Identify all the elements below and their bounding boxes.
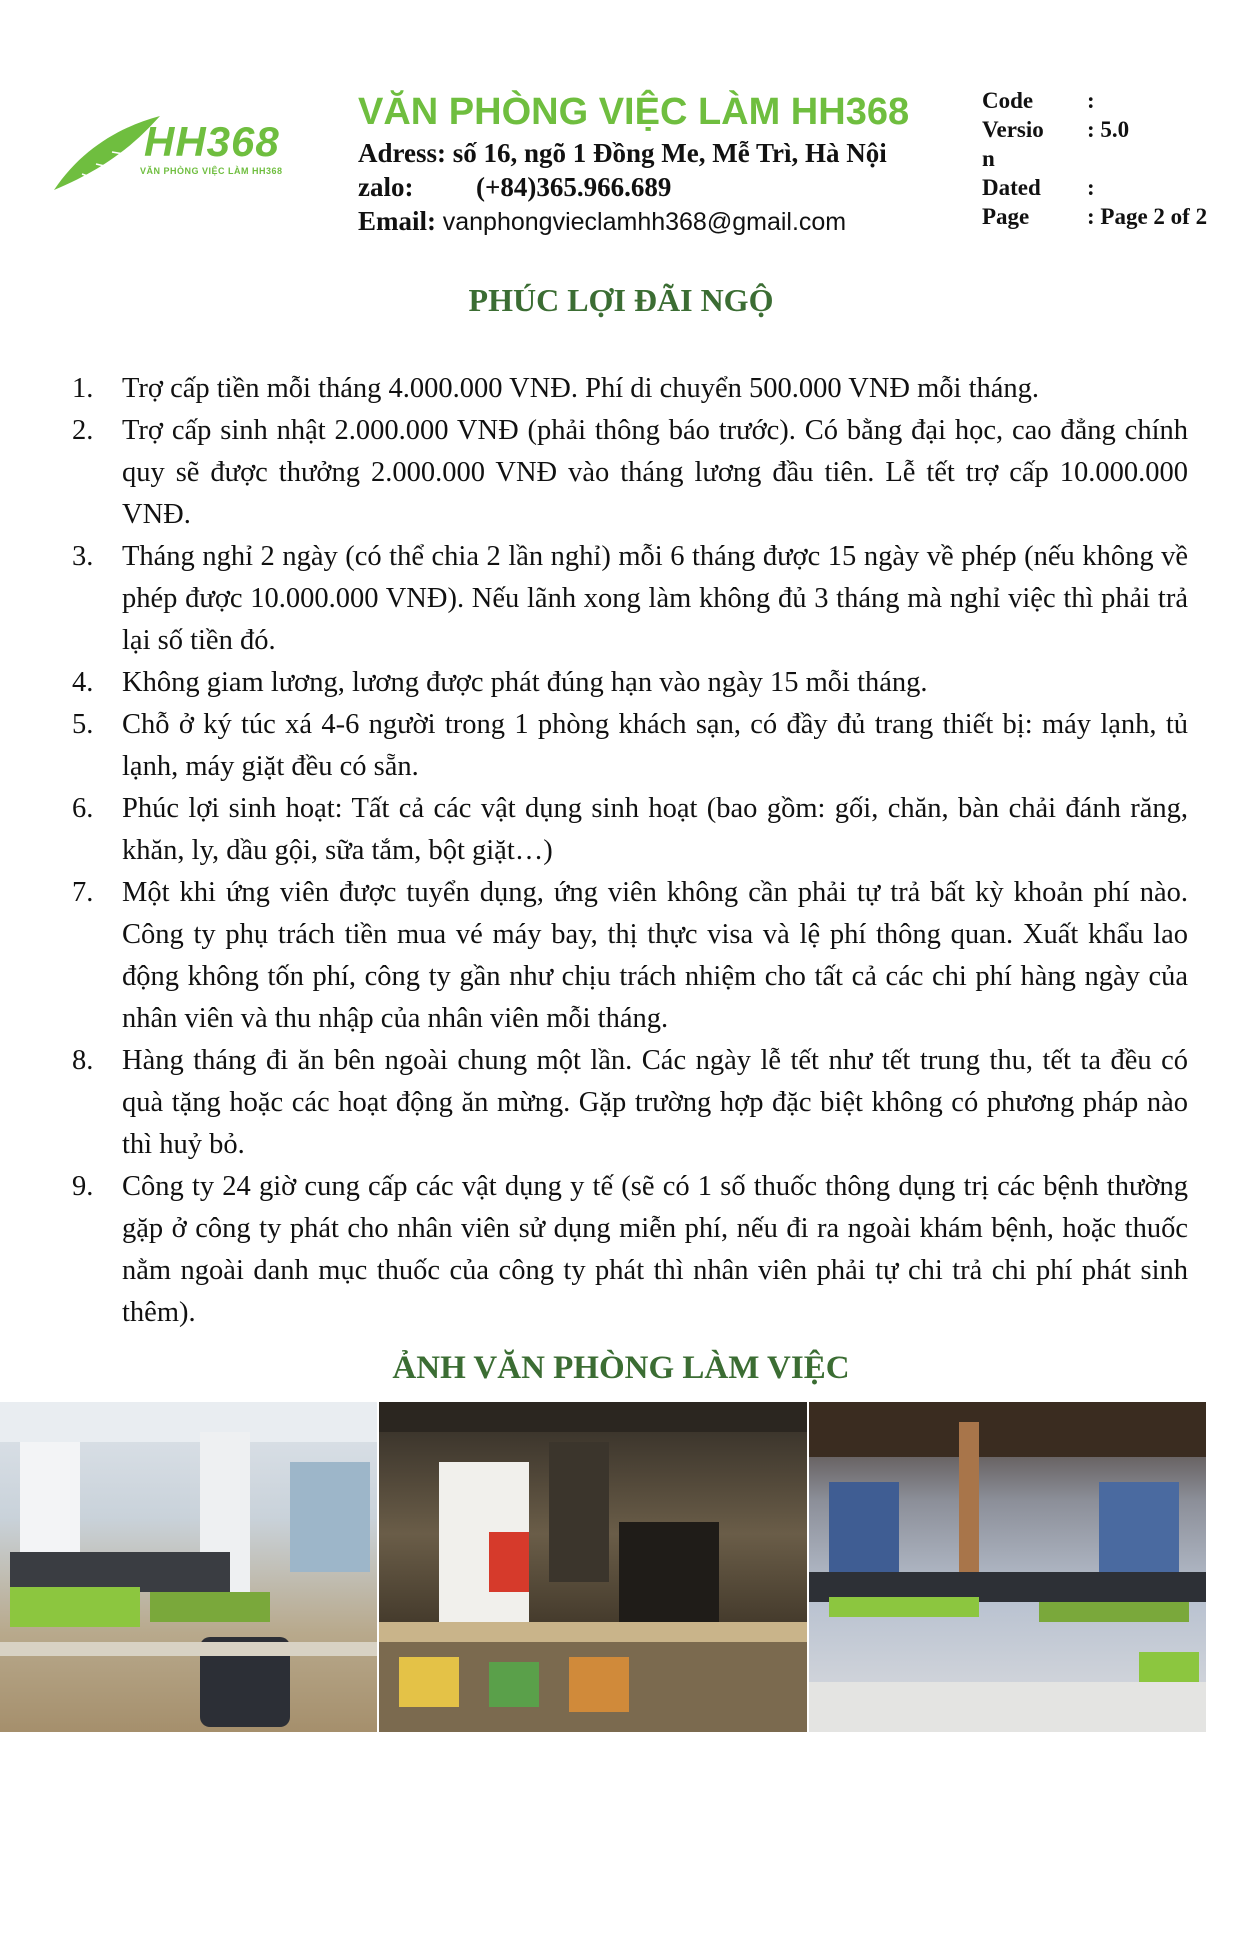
logo-subtitle: VĂN PHÒNG VIỆC LÀM HH368 <box>140 166 283 176</box>
list-item: 3. Tháng nghỉ 2 ngày (có thể chia 2 lần nghỉ) mỗi 6 tháng được 15 ngày về phép (nếu không về phép được 10.000.000 VNĐ). Nếu lãnh xong làm không đủ 3 tháng mà nghỉ việc thì phải trả lại số tiền đó. <box>72 541 1188 656</box>
list-item: 4. Không giam lương, lương được phát đúng hạn vào ngày 15 mỗi tháng. <box>72 667 928 698</box>
meta-dated: Dated : <box>982 175 1095 200</box>
document-meta <box>982 86 1207 231</box>
logo-text: HH368 <box>144 118 280 165</box>
meta-version-wrap: n <box>982 146 995 171</box>
office-photos <box>0 1402 1206 1732</box>
zalo-label: zalo: <box>358 172 414 202</box>
address-line <box>358 136 958 170</box>
photos-title: ẢNH VĂN PHÒNG LÀM VIỆC <box>392 1350 850 1386</box>
meta-version: Versio : 5.0 <box>982 117 1130 142</box>
list-item: 6. Phúc lợi sinh hoạt: Tất cả các vật dụng sinh hoạt (bao gồm: gối, chăn, bàn chải đánh răng, khăn, ly, dầu gội, sữa tắm, bột giặt…) <box>72 793 1188 866</box>
company-logo <box>52 108 302 198</box>
office-photo <box>379 1402 807 1732</box>
list-item: 7. Một khi ứng viên được tuyển dụng, ứng viên không cần phải tự trả bất kỳ khoản phí nào. Công ty phụ trách tiền mua vé máy bay, thị thực visa và lệ phí thông quan. Xuất khẩu lao động không tốn phí, công ty gần như chịu trách nhiệm cho tất cả các chi phí hàng ngày của nhân viên và thu nhập của nhân viên mỗi tháng. <box>72 877 1188 1034</box>
office-photo <box>0 1402 377 1732</box>
section-title: PHÚC LỢI ĐÃI NGỘ <box>468 282 774 318</box>
zalo-line <box>358 170 958 204</box>
list-item: 9. Công ty 24 giờ cung cấp các vật dụng y tế (sẽ có 1 số thuốc thông dụng trị các bệnh thường gặp ở công ty phát cho nhân viên sử dụng miễn phí, nếu đi ra ngoài khám bệnh, hoặc thuốc nằm ngoài danh mục thuốc của công ty phát thì nhân viên phải tự chi trả chi phí phát sinh thêm). <box>72 1171 1188 1328</box>
list-item: 8. Hàng tháng đi ăn bên ngoài chung một lần. Các ngày lễ tết như tết trung thu, tết ta đều có quà tặng hoặc các hoạt động ăn mừng. Gặp trường hợp đặc biệt không có phương pháp nào thì huỷ bỏ. <box>72 1045 1188 1160</box>
list-item: 1. Trợ cấp tiền mỗi tháng 4.000.000 VNĐ. Phí di chuyển 500.000 VNĐ mỗi tháng. <box>72 373 1040 404</box>
list-item: 2. Trợ cấp sinh nhật 2.000.000 VNĐ (phải thông báo trước). Có bằng đại học, cao đẳng chính quy sẽ được thưởng 2.000.000 VNĐ vào tháng lương đầu tiên. Lễ tết trợ cấp 10.000.000 VNĐ. <box>72 415 1188 530</box>
email-label: Email: <box>358 206 436 236</box>
address-label: Adress: <box>358 138 447 168</box>
email-value: vanphongvieclamhh368@gmail.com <box>442 208 847 236</box>
document-header <box>358 88 958 239</box>
office-photo <box>809 1402 1206 1732</box>
zalo-value: (+84)365.966.689 <box>476 172 672 202</box>
email-line <box>358 204 958 239</box>
list-item: 5. Chỗ ở ký túc xá 4-6 người trong 1 phòng khách sạn, có đầy đủ trang thiết bị: máy lạnh, tủ lạnh, máy giặt đều có sẵn. <box>72 709 1188 782</box>
meta-page: Page : Page 2 of 2 <box>982 204 1208 229</box>
benefits-list <box>72 368 1188 1334</box>
meta-code: Code : <box>982 88 1095 113</box>
address-value: số 16, ngõ 1 Đồng Me, Mễ Trì, Hà Nội <box>452 138 887 168</box>
company-name: VĂN PHÒNG VIỆC LÀM HH368 <box>358 91 910 133</box>
